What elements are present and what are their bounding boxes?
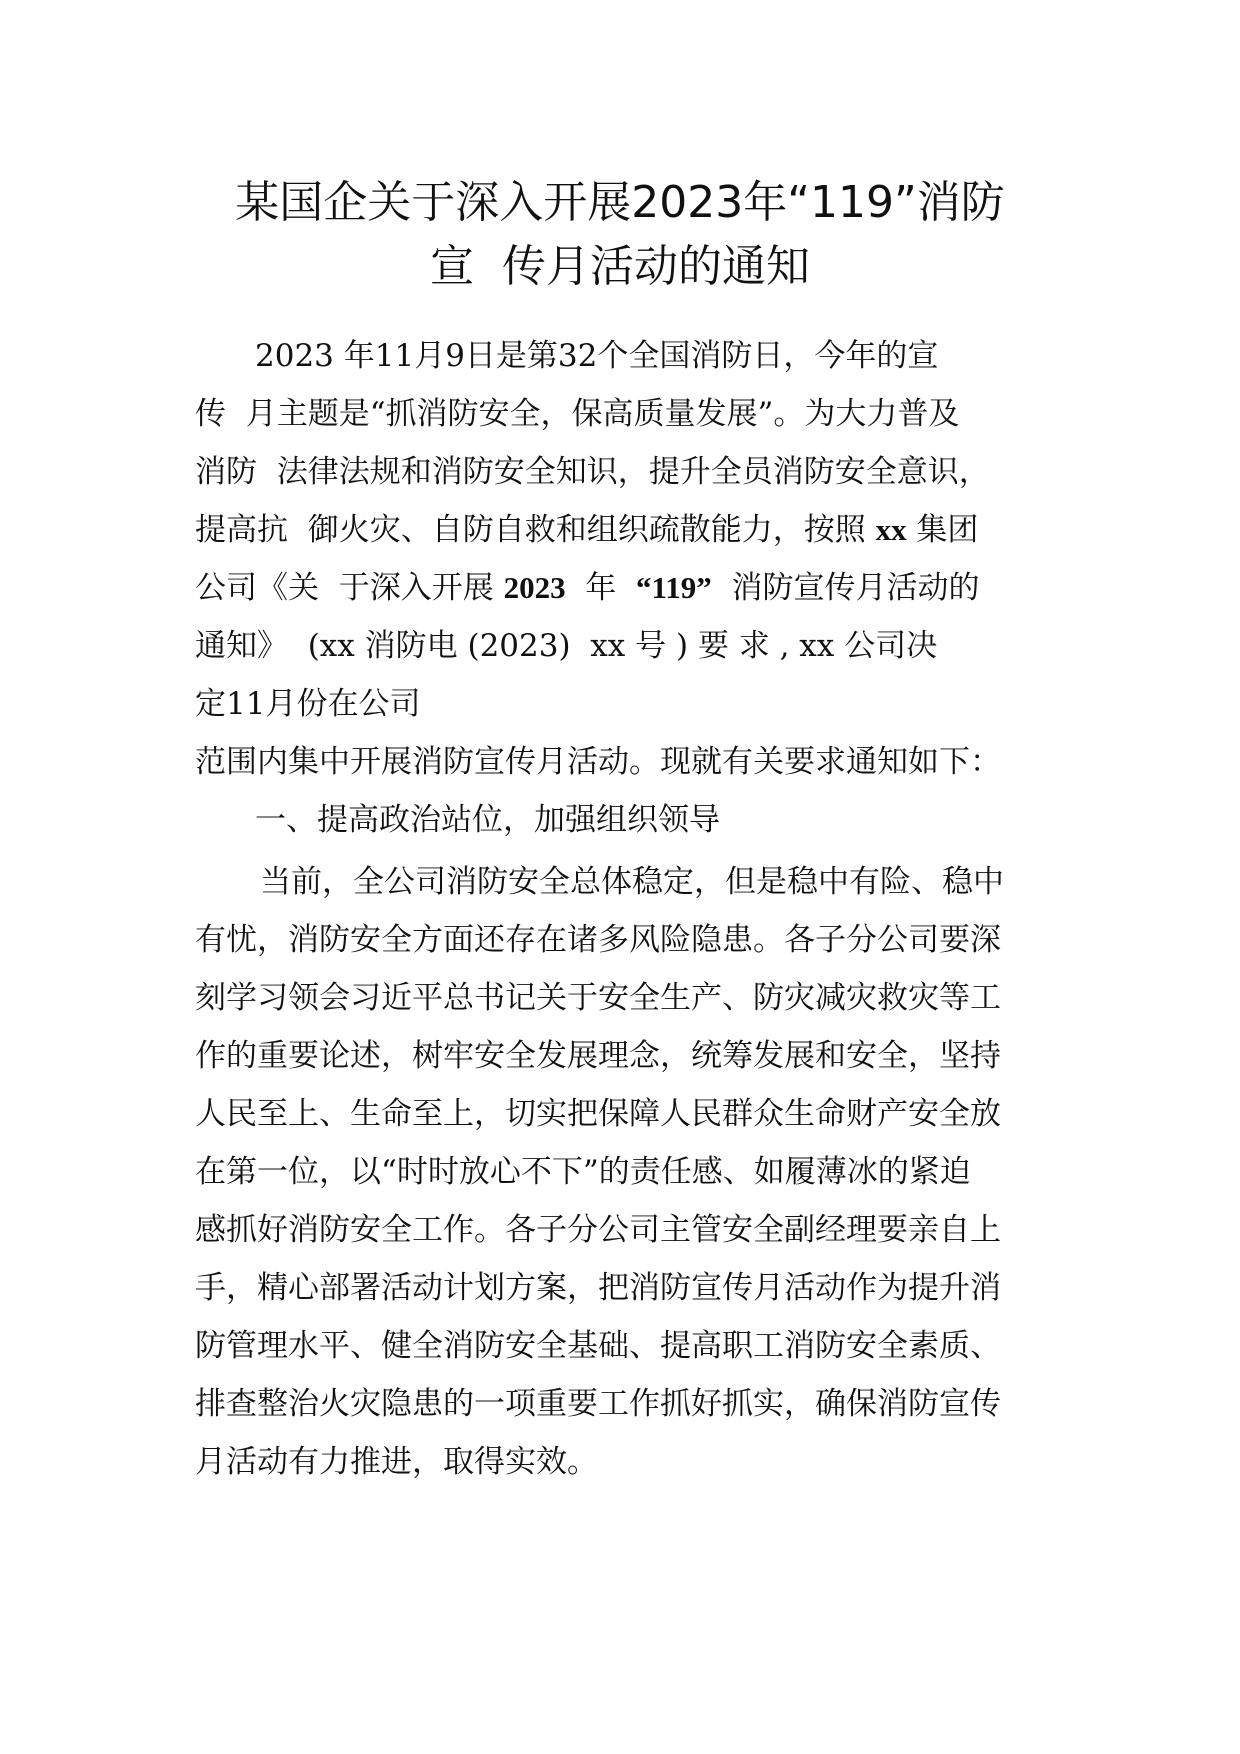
section-1-line-10: 排查整治火灾隐患的一项重要工作抓好抓实，确保消防宣传 (195, 1386, 1001, 1422)
intro-line-6: 通知》 (xx 消防电 (2023) xx 号 ) 要 求 , xx 公司决 (195, 628, 938, 664)
section-1-line-6: 在第一位，以“时时放心不下”的责任感、如履薄冰的紧迫 (195, 1154, 971, 1190)
intro-line-5-year: 2023 (503, 570, 566, 605)
intro-line-4-text-c: 集团 (906, 512, 979, 548)
intro-line-1: 2023 年11月9日是第32个全国消防日，今年的宣 (255, 338, 939, 374)
intro-line-2: 传 月主题是“抓消防安全，保高质量发展”。为大力普及 (195, 396, 960, 432)
intro-line-3: 消防 法律法规和消防安全知识，提升全员消防安全意识， (195, 454, 990, 490)
section-1-line-5: 人民至上、生命至上，切实把保障人民群众生命财产安全放 (195, 1096, 1001, 1132)
intro-line-5 (195, 559, 980, 617)
section-1-line-7: 感抓好消防安全工作。各子分公司主管安全副经理要亲自上 (195, 1212, 1001, 1248)
intro-line-4-group-code: xx (875, 512, 907, 547)
intro-line-5-119: “119” (635, 570, 712, 605)
intro-line-5-text-a: 公司《关 于深入开展 (195, 570, 504, 606)
section-1-line-8: 手，精心部署活动计划方案，把消防宣传月活动作为提升消 (195, 1270, 1001, 1306)
document-title-line-2: 宣 传月活动的通知 (430, 241, 810, 292)
section-1-line-1: 当前，全公司消防安全总体稳定，但是稳中有险、稳中 (260, 864, 1004, 900)
section-1-line-9: 防管理水平、健全消防安全基础、提高职工消防安全素质、 (195, 1328, 1001, 1364)
section-1-heading: 一、提高政治站位，加强组织领导 (255, 802, 720, 838)
intro-line-5-text-e: 消防宣传月活动的 (711, 570, 980, 606)
section-1-line-11: 月活动有力推进，取得实效。 (195, 1444, 598, 1480)
intro-line-5-text-c: 年 (565, 570, 636, 606)
intro-line-7: 定11月份在公司 (195, 686, 421, 722)
section-1-line-2: 有忧，消防安全方面还存在诸多风险隐患。各子分公司要深 (195, 922, 1001, 958)
section-1-line-3: 刻学习领会习近平总书记关于安全生产、防灾减灾救灾等工 (195, 980, 1001, 1016)
intro-line-4-text-a: 提高抗 御火灾、自防自救和组织疏散能力，按照 (195, 512, 876, 548)
intro-line-8: 范围内集中开展消防宣传月活动。现就有关要求通知如下： (195, 744, 1001, 780)
document-title-line-1: 某国企关于深入开展2023年“119”消防 (235, 177, 1005, 228)
intro-line-4 (195, 501, 978, 559)
section-1-line-4: 作的重要论述，树牢安全发展理念，统筹发展和安全，坚持 (195, 1038, 1001, 1074)
